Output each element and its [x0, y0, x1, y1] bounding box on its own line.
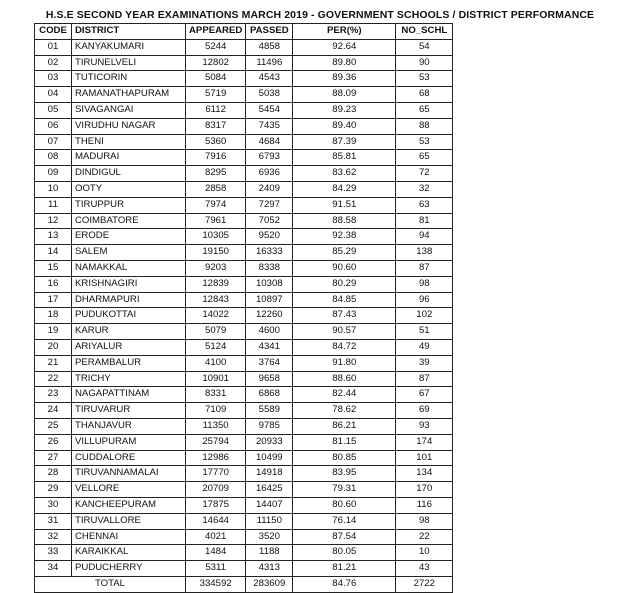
cell-appeared: 5244 [186, 39, 246, 55]
cell-passed: 4684 [246, 134, 293, 150]
cell-percent: 80.29 [293, 276, 396, 292]
cell-code: 30 [35, 497, 72, 513]
cell-appeared: 7974 [186, 197, 246, 213]
cell-no-schl: 22 [396, 529, 453, 545]
cell-no-schl: 63 [396, 197, 453, 213]
cell-passed: 11496 [246, 55, 293, 71]
cell-passed: 9785 [246, 418, 293, 434]
table-header-row [35, 24, 453, 40]
table-row [35, 403, 453, 419]
table-row [35, 529, 453, 545]
cell-passed: 4543 [246, 71, 293, 87]
cell-appeared: 5360 [186, 134, 246, 150]
cell-appeared: 25794 [186, 434, 246, 450]
cell-no-schl: 54 [396, 39, 453, 55]
cell-code: 28 [35, 466, 72, 482]
cell-code: 17 [35, 292, 72, 308]
cell-code: 19 [35, 324, 72, 340]
header-district: DISTRICT [72, 24, 186, 40]
cell-code: 08 [35, 150, 72, 166]
table-row [35, 355, 453, 371]
cell-no-schl: 39 [396, 355, 453, 371]
cell-appeared: 4100 [186, 355, 246, 371]
cell-district: NAGAPATTINAM [72, 387, 186, 403]
table-row [35, 102, 453, 118]
cell-no-schl: 96 [396, 292, 453, 308]
table-row [35, 134, 453, 150]
cell-district: KRISHNAGIRI [72, 276, 186, 292]
table-row [35, 71, 453, 87]
cell-no-schl: 67 [396, 387, 453, 403]
cell-appeared: 9203 [186, 260, 246, 276]
cell-passed: 1188 [246, 545, 293, 561]
cell-appeared: 7961 [186, 213, 246, 229]
cell-passed: 7435 [246, 118, 293, 134]
cell-no-schl: 81 [396, 213, 453, 229]
cell-passed: 5038 [246, 87, 293, 103]
table-row [35, 197, 453, 213]
cell-no-schl: 94 [396, 229, 453, 245]
cell-district: MADURAI [72, 150, 186, 166]
cell-district: KARUR [72, 324, 186, 340]
cell-appeared: 19150 [186, 245, 246, 261]
cell-percent: 82.44 [293, 387, 396, 403]
cell-percent: 85.29 [293, 245, 396, 261]
cell-code: 09 [35, 166, 72, 182]
table-row [35, 308, 453, 324]
cell-code: 04 [35, 87, 72, 103]
cell-appeared: 8317 [186, 118, 246, 134]
cell-code: 02 [35, 55, 72, 71]
cell-no-schl: 101 [396, 450, 453, 466]
table-row [35, 545, 453, 561]
table-row [35, 561, 453, 577]
cell-district: SIVAGANGAI [72, 102, 186, 118]
cell-percent: 87.43 [293, 308, 396, 324]
cell-no-schl: 49 [396, 339, 453, 355]
cell-percent: 84.72 [293, 339, 396, 355]
cell-code: 12 [35, 213, 72, 229]
cell-code: 13 [35, 229, 72, 245]
cell-passed: 4313 [246, 561, 293, 577]
cell-no-schl: 10 [396, 545, 453, 561]
cell-appeared: 12839 [186, 276, 246, 292]
table-row [35, 150, 453, 166]
cell-district: PERAMBALUR [72, 355, 186, 371]
cell-district: VELLORE [72, 482, 186, 498]
total-passed: 283609 [246, 576, 293, 592]
cell-percent: 88.60 [293, 371, 396, 387]
cell-passed: 7297 [246, 197, 293, 213]
cell-no-schl: 93 [396, 418, 453, 434]
cell-code: 07 [35, 134, 72, 150]
cell-code: 21 [35, 355, 72, 371]
cell-percent: 89.23 [293, 102, 396, 118]
cell-appeared: 12843 [186, 292, 246, 308]
total-row [35, 576, 453, 592]
cell-district: VILLUPURAM [72, 434, 186, 450]
cell-passed: 5454 [246, 102, 293, 118]
cell-code: 20 [35, 339, 72, 355]
cell-no-schl: 65 [396, 150, 453, 166]
cell-code: 31 [35, 513, 72, 529]
cell-appeared: 17875 [186, 497, 246, 513]
cell-percent: 83.95 [293, 466, 396, 482]
cell-district: PUDUKOTTAI [72, 308, 186, 324]
cell-percent: 80.85 [293, 450, 396, 466]
cell-no-schl: 88 [396, 118, 453, 134]
cell-no-schl: 65 [396, 102, 453, 118]
cell-district: KARAIKKAL [72, 545, 186, 561]
cell-district: TIRUVARUR [72, 403, 186, 419]
cell-passed: 10308 [246, 276, 293, 292]
total-appeared: 334592 [186, 576, 246, 592]
cell-no-schl: 43 [396, 561, 453, 577]
cell-passed: 2409 [246, 181, 293, 197]
table-row [35, 87, 453, 103]
table-row [35, 166, 453, 182]
cell-code: 03 [35, 71, 72, 87]
cell-percent: 89.80 [293, 55, 396, 71]
table-row [35, 482, 453, 498]
cell-district: DINDIGUL [72, 166, 186, 182]
table-row [35, 181, 453, 197]
cell-passed: 4341 [246, 339, 293, 355]
cell-district: COIMBATORE [72, 213, 186, 229]
cell-passed: 5589 [246, 403, 293, 419]
cell-passed: 8338 [246, 260, 293, 276]
cell-passed: 6868 [246, 387, 293, 403]
total-no-schl: 2722 [396, 576, 453, 592]
cell-percent: 81.21 [293, 561, 396, 577]
table-row [35, 339, 453, 355]
cell-code: 25 [35, 418, 72, 434]
cell-district: VIRUDHU NAGAR [72, 118, 186, 134]
cell-appeared: 11350 [186, 418, 246, 434]
header-no-schl: NO_SCHL [396, 24, 453, 40]
cell-appeared: 10305 [186, 229, 246, 245]
cell-appeared: 12802 [186, 55, 246, 71]
cell-percent: 88.58 [293, 213, 396, 229]
cell-no-schl: 32 [396, 181, 453, 197]
table-row [35, 513, 453, 529]
cell-percent: 87.39 [293, 134, 396, 150]
table-row [35, 324, 453, 340]
cell-code: 24 [35, 403, 72, 419]
cell-code: 29 [35, 482, 72, 498]
cell-no-schl: 53 [396, 71, 453, 87]
cell-appeared: 6112 [186, 102, 246, 118]
cell-percent: 80.60 [293, 497, 396, 513]
cell-district: TUTICORIN [72, 71, 186, 87]
table-row [35, 260, 453, 276]
cell-district: CUDDALORE [72, 450, 186, 466]
cell-appeared: 14022 [186, 308, 246, 324]
cell-percent: 85.81 [293, 150, 396, 166]
cell-code: 15 [35, 260, 72, 276]
cell-appeared: 5311 [186, 561, 246, 577]
cell-code: 06 [35, 118, 72, 134]
cell-percent: 89.40 [293, 118, 396, 134]
cell-appeared: 8295 [186, 166, 246, 182]
cell-code: 32 [35, 529, 72, 545]
cell-appeared: 14644 [186, 513, 246, 529]
cell-passed: 6936 [246, 166, 293, 182]
cell-percent: 80.05 [293, 545, 396, 561]
cell-no-schl: 90 [396, 55, 453, 71]
cell-code: 18 [35, 308, 72, 324]
cell-passed: 6793 [246, 150, 293, 166]
table-row [35, 55, 453, 71]
cell-code: 34 [35, 561, 72, 577]
cell-code: 14 [35, 245, 72, 261]
total-percent: 84.76 [293, 576, 396, 592]
cell-code: 23 [35, 387, 72, 403]
page-title: H.S.E SECOND YEAR EXAMINATIONS MARCH 2019 - GOVERNMENT SCHOOLS / DISTRICT PERFORMANCE [45, 9, 595, 21]
cell-district: THANJAVUR [72, 418, 186, 434]
cell-percent: 92.64 [293, 39, 396, 55]
table-row [35, 387, 453, 403]
table-row [35, 434, 453, 450]
cell-district: ERODE [72, 229, 186, 245]
cell-appeared: 5124 [186, 339, 246, 355]
cell-passed: 10897 [246, 292, 293, 308]
cell-appeared: 5719 [186, 87, 246, 103]
header-code: CODE [35, 24, 72, 40]
cell-code: 11 [35, 197, 72, 213]
cell-district: OOTY [72, 181, 186, 197]
cell-no-schl: 51 [396, 324, 453, 340]
cell-district: NAMAKKAL [72, 260, 186, 276]
table-row [35, 497, 453, 513]
cell-appeared: 1484 [186, 545, 246, 561]
cell-code: 10 [35, 181, 72, 197]
cell-no-schl: 138 [396, 245, 453, 261]
cell-district: KANYAKUMARI [72, 39, 186, 55]
table-body [35, 39, 453, 576]
header-passed: PASSED [246, 24, 293, 40]
cell-appeared: 20709 [186, 482, 246, 498]
cell-passed: 4858 [246, 39, 293, 55]
cell-district: RAMANATHAPURAM [72, 87, 186, 103]
cell-no-schl: 98 [396, 276, 453, 292]
cell-no-schl: 98 [396, 513, 453, 529]
cell-code: 05 [35, 102, 72, 118]
table-row [35, 276, 453, 292]
cell-district: PUDUCHERRY [72, 561, 186, 577]
cell-passed: 14407 [246, 497, 293, 513]
cell-percent: 90.57 [293, 324, 396, 340]
cell-appeared: 7109 [186, 403, 246, 419]
cell-no-schl: 116 [396, 497, 453, 513]
cell-district: TIRUPPUR [72, 197, 186, 213]
cell-appeared: 5079 [186, 324, 246, 340]
cell-percent: 84.85 [293, 292, 396, 308]
cell-passed: 7052 [246, 213, 293, 229]
table-row [35, 39, 453, 55]
cell-passed: 16425 [246, 482, 293, 498]
cell-passed: 9520 [246, 229, 293, 245]
table-row [35, 118, 453, 134]
cell-appeared: 17770 [186, 466, 246, 482]
cell-code: 33 [35, 545, 72, 561]
cell-passed: 14918 [246, 466, 293, 482]
cell-no-schl: 174 [396, 434, 453, 450]
cell-code: 26 [35, 434, 72, 450]
cell-district: THENI [72, 134, 186, 150]
cell-appeared: 8331 [186, 387, 246, 403]
table-row [35, 292, 453, 308]
cell-no-schl: 68 [396, 87, 453, 103]
cell-appeared: 10901 [186, 371, 246, 387]
cell-passed: 4600 [246, 324, 293, 340]
cell-district: TRICHY [72, 371, 186, 387]
cell-passed: 3520 [246, 529, 293, 545]
cell-percent: 76.14 [293, 513, 396, 529]
cell-passed: 16333 [246, 245, 293, 261]
cell-no-schl: 87 [396, 260, 453, 276]
table-row [35, 371, 453, 387]
cell-percent: 89.36 [293, 71, 396, 87]
cell-appeared: 4021 [186, 529, 246, 545]
cell-passed: 20933 [246, 434, 293, 450]
header-appeared: APPEARED [186, 24, 246, 40]
cell-no-schl: 72 [396, 166, 453, 182]
cell-appeared: 7916 [186, 150, 246, 166]
cell-district: TIRUVANNAMALAI [72, 466, 186, 482]
table-row [35, 466, 453, 482]
cell-no-schl: 102 [396, 308, 453, 324]
cell-district: SALEM [72, 245, 186, 261]
cell-percent: 86.21 [293, 418, 396, 434]
table-row [35, 245, 453, 261]
cell-no-schl: 53 [396, 134, 453, 150]
cell-district: CHENNAI [72, 529, 186, 545]
cell-percent: 81.15 [293, 434, 396, 450]
cell-percent: 90.60 [293, 260, 396, 276]
header-percent: PER(%) [293, 24, 396, 40]
cell-percent: 88.09 [293, 87, 396, 103]
table-row [35, 450, 453, 466]
cell-appeared: 2858 [186, 181, 246, 197]
cell-district: DHARMAPURI [72, 292, 186, 308]
table-row [35, 418, 453, 434]
cell-passed: 12260 [246, 308, 293, 324]
cell-passed: 10499 [246, 450, 293, 466]
cell-passed: 11150 [246, 513, 293, 529]
cell-district: TIRUNELVELI [72, 55, 186, 71]
cell-code: 16 [35, 276, 72, 292]
cell-passed: 3764 [246, 355, 293, 371]
cell-district: TIRUVALLORE [72, 513, 186, 529]
cell-percent: 84.29 [293, 181, 396, 197]
cell-percent: 91.51 [293, 197, 396, 213]
cell-district: KANCHEEPURAM [72, 497, 186, 513]
cell-appeared: 12986 [186, 450, 246, 466]
cell-district: ARIYALUR [72, 339, 186, 355]
cell-no-schl: 134 [396, 466, 453, 482]
cell-no-schl: 87 [396, 371, 453, 387]
cell-percent: 83.62 [293, 166, 396, 182]
cell-percent: 92.38 [293, 229, 396, 245]
cell-percent: 79.31 [293, 482, 396, 498]
cell-code: 27 [35, 450, 72, 466]
total-label: TOTAL [35, 576, 186, 592]
cell-percent: 91.80 [293, 355, 396, 371]
cell-no-schl: 69 [396, 403, 453, 419]
table-row [35, 213, 453, 229]
cell-appeared: 5084 [186, 71, 246, 87]
cell-percent: 87.54 [293, 529, 396, 545]
cell-percent: 78.62 [293, 403, 396, 419]
cell-code: 01 [35, 39, 72, 55]
cell-no-schl: 170 [396, 482, 453, 498]
cell-code: 22 [35, 371, 72, 387]
district-performance-table [34, 23, 453, 593]
table-row [35, 229, 453, 245]
cell-passed: 9658 [246, 371, 293, 387]
